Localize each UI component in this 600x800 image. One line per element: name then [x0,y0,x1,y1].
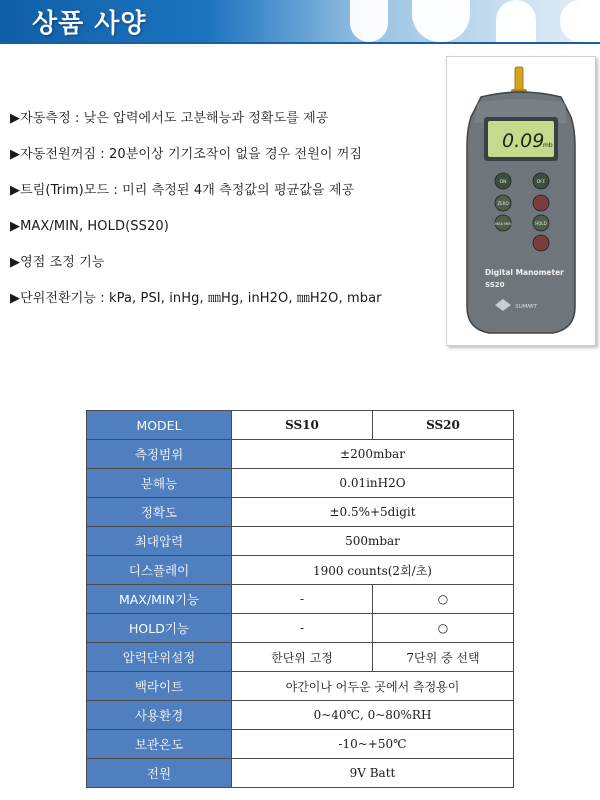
row-value-ss20: ○ [373,614,514,643]
page-title: 상품 사양 [32,9,147,39]
row-label: 측정범위 [87,440,232,469]
table-row [87,498,514,527]
row-label: 보관온도 [87,730,232,759]
header-decoration [412,0,470,42]
table-row [87,730,514,759]
table-row [87,701,514,730]
spec-table [86,410,514,788]
down-button[interactable] [533,235,549,251]
on-button-label: ON [499,180,507,185]
header-divider [0,42,600,44]
row-value: 야간이나 어두운 곳에서 측정용이 [232,672,514,701]
row-label: 사용환경 [87,701,232,730]
table-header-label: MODEL [87,411,232,440]
up-button[interactable] [533,195,549,211]
row-label: 분해능 [87,469,232,498]
row-label: 전원 [87,759,232,788]
row-value: 1900 counts(2회/초) [232,556,514,585]
row-value: 9V Batt [232,759,514,788]
header-decoration [496,0,536,42]
row-label: HOLD기능 [87,614,232,643]
row-value-ss10: 한단위 고정 [232,643,373,672]
feature-item: ▶영점 조정 기능 [10,255,105,270]
device-brand: SUMMIT [515,304,537,310]
table-header-row [87,411,514,440]
row-label: MAX/MIN기능 [87,585,232,614]
row-label: 디스플레이 [87,556,232,585]
table-row [87,759,514,788]
header-banner [0,0,600,42]
table-header-model: SS10 [232,411,373,440]
row-value: 0~40℃, 0~80%RH [232,701,514,730]
row-value: ±0.5%+5digit [232,498,514,527]
feature-item: ▶MAX/MIN, HOLD(SS20) [10,219,169,234]
feature-item: ▶자동측정 : 낮은 압력에서도 고분해능과 정확도를 제공 [10,111,329,126]
table-row [87,469,514,498]
table-row [87,672,514,701]
row-label: 압력단위설정 [87,643,232,672]
table-row [87,643,514,672]
device-model: SS20 [485,281,505,289]
display-value: 0.09 [502,130,545,152]
zero-button-label: ZERO [497,201,509,206]
table-row [87,440,514,469]
table-row [87,556,514,585]
row-value: -10~+50℃ [232,730,514,759]
header-decoration [560,0,600,42]
row-value: 0.01inH2O [232,469,514,498]
row-value: ±200mbar [232,440,514,469]
row-value-ss20: ○ [373,585,514,614]
row-value-ss10: - [232,585,373,614]
feature-item: ▶트림(Trim)모드 : 미리 측정된 4개 측정값의 평균값을 제공 [10,183,355,198]
device-image [446,56,596,346]
device-label: Digital Manometer [485,268,564,277]
hold-button-label: HOLD [535,221,547,226]
off-button-label: OFF [536,180,546,185]
display-unit: mb [543,142,553,149]
row-value: 500mbar [232,527,514,556]
feature-list [10,110,440,326]
table-row [87,527,514,556]
table-row [87,614,514,643]
table-row [87,585,514,614]
table-header-model: SS20 [373,411,514,440]
feature-item: ▶자동전원꺼짐 : 20분이상 기기조작이 없을 경우 전원이 꺼짐 [10,147,363,162]
row-value-ss10: - [232,614,373,643]
header-decoration [350,0,388,42]
row-value-ss20: 7단위 중 선택 [373,643,514,672]
row-label: 최대압력 [87,527,232,556]
feature-item: ▶단위전환기능 : kPa, PSI, inHg, ㎜Hg, inH2O, ㎜H2O, mbar [10,291,382,306]
row-label: 정확도 [87,498,232,527]
manometer-illustration [447,57,595,345]
maxmin-button-label: MAX MIN [494,222,512,226]
row-label: 백라이트 [87,672,232,701]
